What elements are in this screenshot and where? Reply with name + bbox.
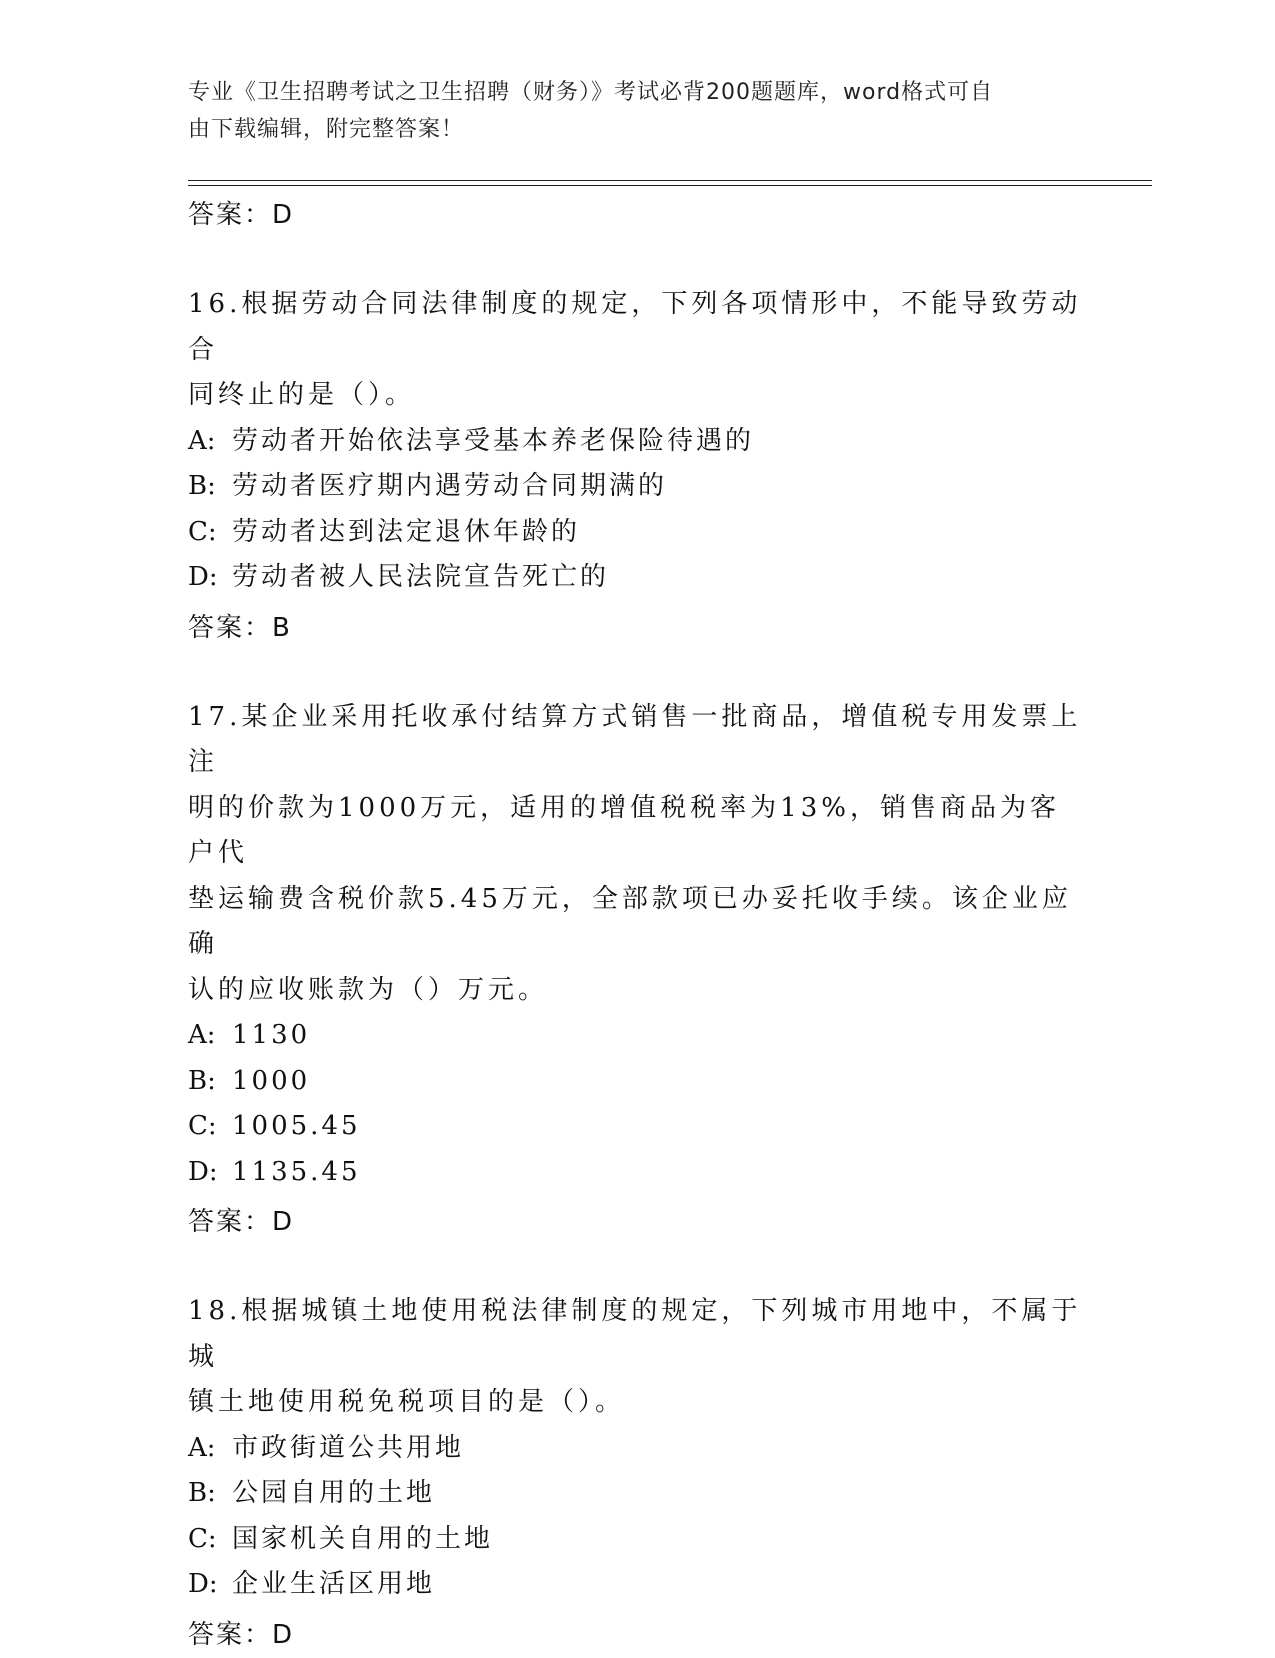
question-18 xyxy=(188,1289,1088,1658)
question-stem xyxy=(188,282,1088,419)
option-d xyxy=(188,555,1088,601)
option-text: 1005.45 xyxy=(232,1111,361,1141)
question-17 xyxy=(188,695,1088,1246)
option-text: 劳动者医疗期内遇劳动合同期满的 xyxy=(232,471,668,501)
option-text: 劳动者开始依法享受基本养老保险待遇的 xyxy=(232,425,755,456)
option-label: D: xyxy=(188,1569,218,1599)
option-c xyxy=(188,1517,1088,1563)
question-stem xyxy=(188,695,1088,1014)
question-stem-line: 垫运输费含税价款5.45万元，全部款项已办妥托收手续。该企业应确 xyxy=(188,883,1072,959)
question-16 xyxy=(188,282,1088,651)
option-text: 企业生活区用地 xyxy=(232,1569,436,1599)
answer: 答案：D xyxy=(188,1619,295,1650)
option-label: B: xyxy=(188,471,216,501)
previous-answer: 答案：D xyxy=(188,200,295,230)
header-line-1: 专业《卫生招聘考试之卫生招聘（财务）》考试必背200题题库，word格式可自 xyxy=(188,80,994,105)
option-d xyxy=(188,1150,1088,1196)
header-line-2: 由下载编辑，附完整答案！ xyxy=(188,117,465,142)
option-label: C: xyxy=(188,1523,217,1554)
option-label: D: xyxy=(188,1156,218,1187)
option-text: 市政街道公共用地 xyxy=(232,1432,465,1463)
option-label: A: xyxy=(188,1432,216,1463)
option-label: D: xyxy=(188,562,218,592)
option-d xyxy=(188,1562,1088,1608)
option-text: 劳动者被人民法院宣告死亡的 xyxy=(232,562,610,592)
option-a xyxy=(188,1013,1088,1059)
option-b xyxy=(188,464,1088,510)
option-label: C: xyxy=(188,1111,217,1141)
question-stem-line: 16.根据劳动合同法律制度的规定，下列各项情形中，不能导致劳动合 xyxy=(188,289,1082,365)
option-a xyxy=(188,419,1088,465)
option-label: C: xyxy=(188,516,217,547)
question-stem-line: 17.某企业采用托收承付结算方式销售一批商品，增值税专用发票上注 xyxy=(188,701,1082,777)
header-rule-bottom xyxy=(188,185,1152,186)
option-text: 公园自用的土地 xyxy=(232,1478,436,1508)
question-stem-line: 同终止的是（）。 xyxy=(188,380,416,410)
answer: 答案：B xyxy=(188,612,292,643)
option-text: 1000 xyxy=(232,1065,311,1096)
option-label: B: xyxy=(188,1478,216,1508)
option-label: A: xyxy=(188,425,216,456)
option-label: A: xyxy=(188,1020,216,1050)
option-text: 1135.45 xyxy=(232,1156,361,1187)
option-c xyxy=(188,510,1088,556)
option-b xyxy=(188,1471,1088,1517)
question-stem xyxy=(188,1289,1088,1426)
question-list xyxy=(188,188,1088,1658)
question-stem-line: 镇土地使用税免税项目的是（）。 xyxy=(188,1387,626,1417)
option-a xyxy=(188,1426,1088,1472)
question-stem-line: 认的应收账款为（）万元。 xyxy=(188,974,549,1005)
answer: 答案：D xyxy=(188,1207,295,1237)
option-text: 劳动者达到法定退休年龄的 xyxy=(232,516,581,547)
option-text: 1130 xyxy=(232,1020,311,1050)
question-stem-line: 18.根据城镇土地使用税法律制度的规定，下列城市用地中，不属于城 xyxy=(188,1296,1082,1372)
option-c xyxy=(188,1104,1088,1150)
option-text: 国家机关自用的土地 xyxy=(232,1523,494,1554)
option-b xyxy=(188,1059,1088,1105)
question-stem-line: 明的价款为1000万元，适用的增值税税率为13%，销售商品为客户代 xyxy=(188,792,1060,868)
header-rule-top xyxy=(188,180,1152,181)
document-header xyxy=(188,74,1068,148)
option-label: B: xyxy=(188,1065,216,1096)
